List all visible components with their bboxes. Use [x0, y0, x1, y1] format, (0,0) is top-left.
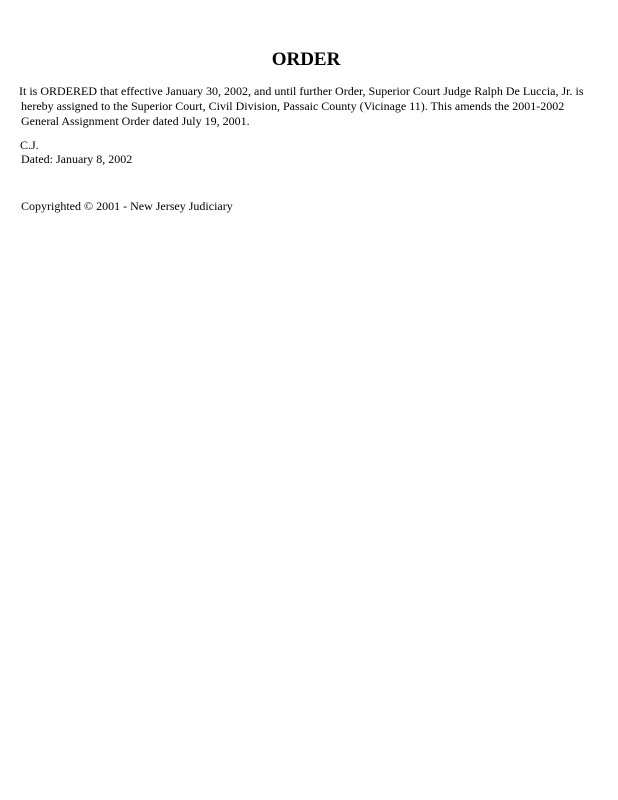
signature-label: C.J. — [20, 138, 39, 152]
document-title: ORDER — [271, 49, 341, 70]
order-paragraph-line-1: It is ORDERED that effective January 30, 2002, and until further Order, Superior Court Judge Ralph De Luccia, Jr. is — [19, 84, 584, 98]
dated-line: Dated: January 8, 2002 — [21, 152, 133, 166]
copyright-notice: Copyrighted © 2001 - New Jersey Judiciary — [21, 199, 233, 213]
order-paragraph — [19, 84, 609, 129]
order-paragraph-line-2: hereby assigned to the Superior Court, Civil Division, Passaic County (Vicinage 11). This amends the 2001-2002 — [21, 99, 565, 113]
order-paragraph-line-3: General Assignment Order dated July 19, 2001. — [21, 114, 250, 128]
